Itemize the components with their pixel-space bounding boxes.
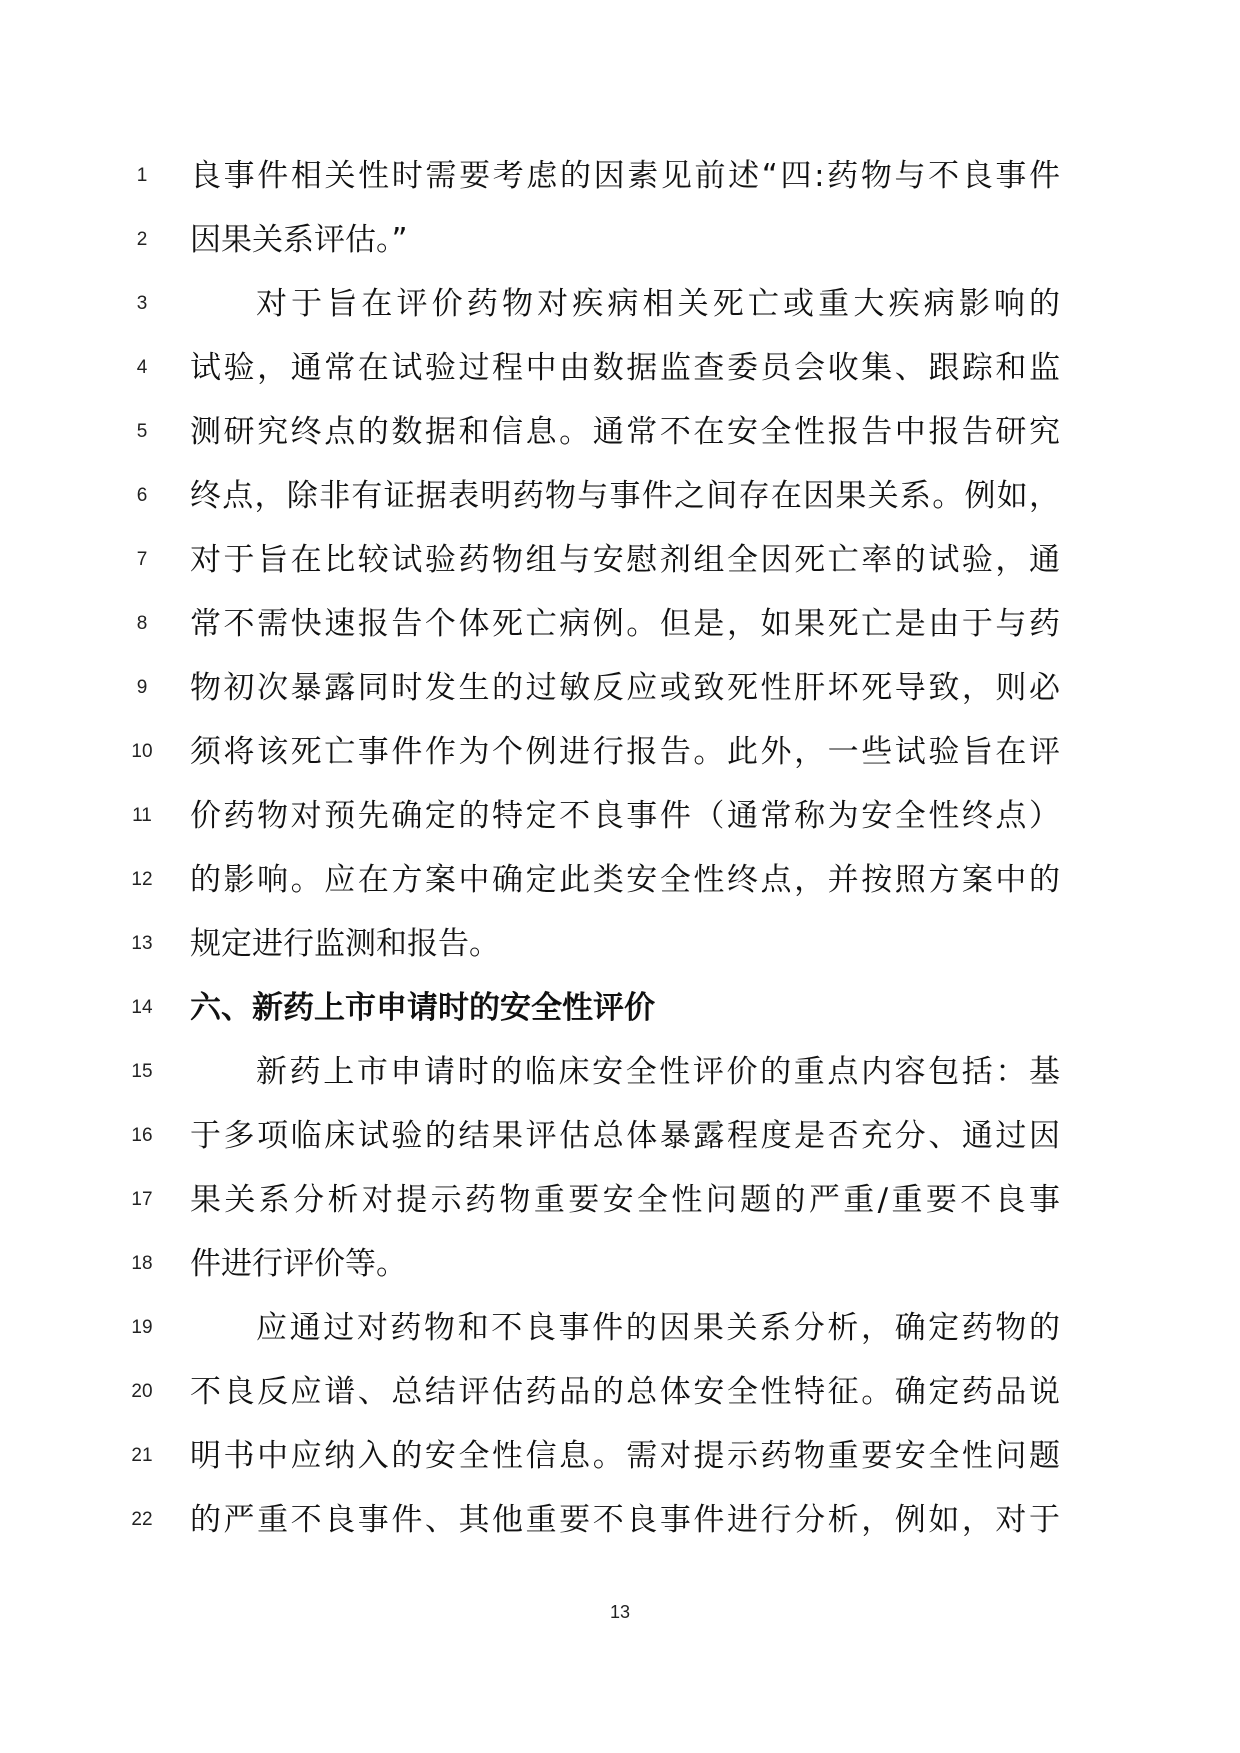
section-heading: 六、新药上市申请时的安全性评价 [190,990,655,1026]
line-text: 常不需快速报告个体死亡病例。但是，如果死亡是由于与药 [190,606,1060,642]
text-line [0,592,1240,656]
line-text: 测研究终点的数据和信息。通常不在安全性报告中报告研究 [190,414,1060,450]
text-line [0,784,1240,848]
line-number: 12 [131,869,153,890]
text-line [0,144,1240,208]
line-number: 15 [131,1061,153,1082]
line-number: 1 [136,165,148,186]
line-number: 13 [131,933,153,954]
line-text: 的影响。应在方案中确定此类安全性终点，并按照方案中的 [190,862,1060,898]
line-text: 于多项临床试验的结果评估总体暴露程度是否充分、通过因 [190,1118,1060,1154]
text-line [0,1104,1240,1168]
line-number: 5 [136,421,148,442]
line-text: 新药上市申请时的临床安全性评价的重点内容包括：基 [256,1054,1060,1090]
line-text: 对于旨在比较试验药物组与安慰剂组全因死亡率的试验，通 [190,542,1060,578]
line-text: 对于旨在评价药物对疾病相关死亡或重大疾病影响的 [256,286,1060,322]
line-number: 11 [132,805,152,826]
line-number: 10 [131,741,153,762]
line-number: 20 [131,1381,153,1402]
line-text: 物初次暴露同时发生的过敏反应或致死性肝坏死导致，则必 [190,670,1060,706]
text-line [0,656,1240,720]
line-text: 果关系分析对提示药物重要安全性问题的严重/重要不良事 [190,1182,1060,1218]
section-heading-line [0,976,1240,1040]
text-line [0,464,1240,528]
text-line [0,848,1240,912]
line-text: 明书中应纳入的安全性信息。需对提示药物重要安全性问题 [190,1438,1060,1474]
page-number: 13 [609,1602,631,1622]
line-number: 4 [136,357,148,378]
line-text: 应通过对药物和不良事件的因果关系分析，确定药物的 [256,1310,1060,1346]
line-number: 22 [131,1509,153,1530]
text-line [0,528,1240,592]
line-number: 18 [131,1253,153,1274]
text-line [0,1040,1240,1104]
line-text: 件进行评价等。 [190,1246,407,1282]
line-number: 21 [131,1445,153,1466]
line-text: 须将该死亡事件作为个例进行报告。此外，一些试验旨在评 [190,734,1060,770]
line-number: 19 [131,1317,153,1338]
text-line [0,1488,1240,1552]
text-line [0,1232,1240,1296]
line-number: 14 [131,997,153,1018]
line-number: 3 [136,293,148,314]
line-text: 终点，除非有证据表明药物与事件之间存在因果关系。例如， [190,478,1060,514]
line-number: 17 [131,1189,153,1210]
line-number: 7 [136,549,148,570]
line-text: 不良反应谱、总结评估药品的总体安全性特征。确定药品说 [190,1374,1060,1410]
line-text: 规定进行监测和报告。 [190,926,500,962]
text-line [0,720,1240,784]
text-line [0,912,1240,976]
line-text: 的严重不良事件、其他重要不良事件进行分析，例如，对于 [190,1502,1060,1538]
text-line [0,208,1240,272]
line-number: 16 [131,1125,153,1146]
line-number: 8 [136,613,148,634]
line-text: 因果关系评估。” [190,222,408,258]
line-number: 2 [136,229,148,250]
line-number: 9 [136,677,148,698]
line-number: 6 [136,485,148,506]
line-text: 良事件相关性时需要考虑的因素见前述“四:药物与不良事件 [190,158,1060,194]
text-line [0,400,1240,464]
text-line [0,336,1240,400]
text-line [0,1296,1240,1360]
text-line [0,1360,1240,1424]
text-line [0,1424,1240,1488]
line-text: 试验，通常在试验过程中由数据监查委员会收集、跟踪和监 [190,350,1060,386]
text-line [0,1168,1240,1232]
text-line [0,272,1240,336]
line-text: 价药物对预先确定的特定不良事件（通常称为安全性终点） [190,798,1060,834]
